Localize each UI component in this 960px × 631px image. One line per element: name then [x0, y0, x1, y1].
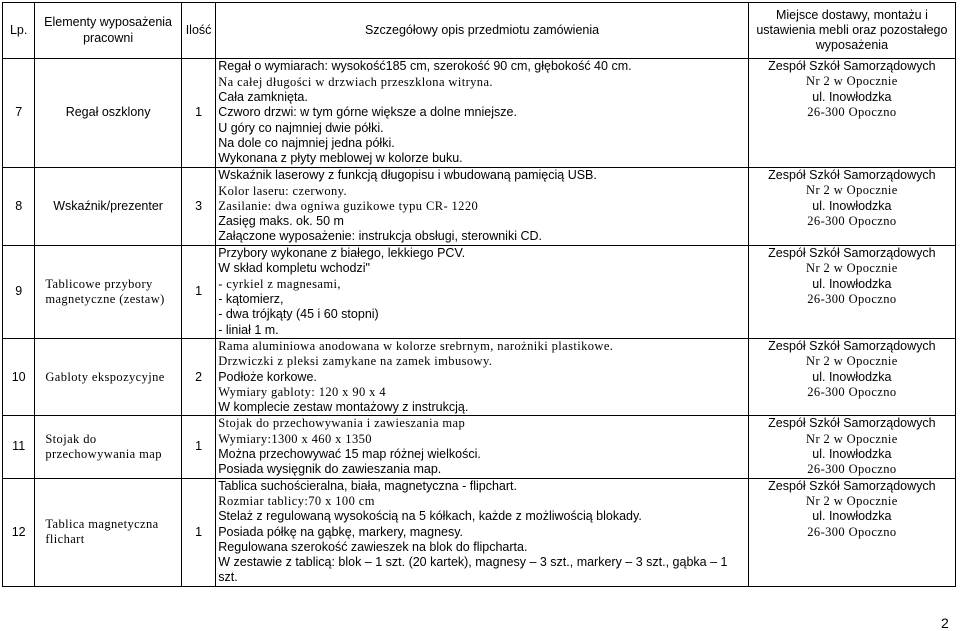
- description-line: Wymiary:1300 x 460 x 1350: [218, 431, 372, 446]
- header-lp: Lp.: [3, 3, 35, 59]
- description-line: W komplecie zestaw montażowy z instrukcją.: [218, 400, 469, 415]
- location-line: Zespół Szkół Samorządowych: [768, 339, 936, 353]
- description-line: Rozmiar tablicy:70 x 100 cm: [218, 493, 375, 508]
- row-quantity: 3: [181, 168, 215, 246]
- description-line: Podłoże korkowe.: [218, 369, 317, 384]
- location-line: Zespół Szkół Samorządowych: [768, 416, 936, 431]
- row-description: [216, 246, 749, 339]
- row-element: Wskaźnik/prezenter: [35, 168, 182, 246]
- page-number: 2: [941, 615, 949, 631]
- description-line: - kątomierz,: [218, 292, 284, 306]
- location-line: ul. Inowłodzka: [812, 447, 892, 462]
- row-lp: 8: [3, 168, 35, 246]
- location-line: Nr 2 w Opocznie: [806, 183, 898, 198]
- row-description: [216, 339, 749, 416]
- row-location: [748, 478, 955, 586]
- location-line: ul. Inowłodzka: [812, 198, 892, 213]
- location-line: ul. Inowłodzka: [812, 509, 892, 524]
- row-element: Tablicowe przybory magnetyczne (zestaw): [35, 246, 182, 339]
- description-line: Na dole co najmniej jedna półki.: [218, 135, 395, 150]
- description-line: - liniał 1 m.: [218, 322, 279, 337]
- location-line: Nr 2 w Opocznie: [806, 493, 898, 508]
- table-row: [3, 478, 956, 586]
- header-location: Miejsce dostawy, montażu i ustawienia mebli oraz pozostałego wyposażenia: [748, 3, 955, 59]
- location-line: Zespół Szkół Samorządowych: [768, 478, 936, 493]
- location-line: ul. Inowłodzka: [812, 369, 892, 384]
- row-lp: 7: [3, 59, 35, 168]
- row-element: Gabloty ekspozycyjne: [35, 339, 182, 416]
- header-description: Szczegółowy opis przedmiotu zamówienia: [216, 3, 749, 59]
- table-row: [3, 339, 956, 416]
- row-location: [748, 246, 955, 339]
- description-line: Zasięg maks. ok. 50 m: [218, 214, 344, 229]
- description-line: Stelaż z regulowaną wysokością na 5 kółkach, każde z możliwością blokady.: [218, 509, 642, 524]
- header-row: [3, 3, 956, 59]
- row-lp: 10: [3, 339, 35, 416]
- header-quantity: Ilość: [181, 3, 215, 59]
- location-line: ul. Inowłodzka: [812, 89, 892, 104]
- row-element: Stojak do przechowywania map: [35, 416, 182, 478]
- description-line: Można przechowywać 15 map różnej wielkości.: [218, 447, 481, 462]
- description-line: Kolor laseru: czerwony.: [218, 183, 348, 198]
- row-lp: 11: [3, 416, 35, 478]
- description-line: Wymiary gabloty: 120 x 90 x 4: [218, 384, 386, 399]
- description-line: Stojak do przechowywania i zawieszania map: [218, 416, 466, 431]
- description-line: Wykonana z płyty meblowej w kolorze buku.: [218, 151, 463, 166]
- location-line: 26-300 Opoczno: [807, 291, 897, 306]
- location-line: Zespół Szkół Samorządowych: [768, 168, 936, 182]
- description-line: Posiada półkę na gąbkę, markery, magnesy.: [218, 524, 464, 539]
- description-line: Przybory wykonane z białego, lekkiego PCV.: [218, 246, 466, 261]
- description-line: W zestawie z tablicą: blok – 1 szt. (20 kartek), magnesy – 3 szt., markery – 3 szt., gąbka – 1 szt.: [218, 555, 728, 585]
- row-quantity: 1: [181, 246, 215, 339]
- location-line: Zespół Szkół Samorządowych: [768, 59, 936, 73]
- description-line: Wskaźnik laserowy z funkcją długopisu i wbudowaną pamięcią USB.: [218, 168, 597, 183]
- row-description: [216, 168, 749, 246]
- table-row: [3, 416, 956, 478]
- order-table: [2, 2, 956, 587]
- table-row: [3, 59, 956, 168]
- row-lp: 9: [3, 246, 35, 339]
- row-element: Regał oszklony: [35, 59, 182, 168]
- row-element: Tablica magnetyczna flichart: [35, 478, 182, 586]
- row-quantity: 1: [181, 59, 215, 168]
- table-row: [3, 168, 956, 246]
- row-location: [748, 416, 955, 478]
- row-description: [216, 59, 749, 168]
- description-line: - dwa trójkąty (45 i 60 stopni): [218, 307, 379, 322]
- row-location: [748, 168, 955, 246]
- description-line: Drzwiczki z pleksi zamykane na zamek imbusowy.: [218, 354, 493, 369]
- description-line: Regulowana szerokość zawieszek na blok do flipcharta.: [218, 539, 528, 554]
- description-line: Tablica suchościeralna, biała, magnetyczna - flipchart.: [218, 478, 517, 493]
- row-description: [216, 478, 749, 586]
- row-lp: 12: [3, 478, 35, 586]
- location-line: 26-300 Opoczno: [807, 384, 897, 399]
- row-location: [748, 59, 955, 168]
- location-line: 26-300 Opoczno: [807, 104, 897, 119]
- location-line: ul. Inowłodzka: [812, 276, 892, 291]
- location-line: Zespół Szkół Samorządowych: [768, 246, 936, 260]
- description-line: Czworo drzwi: w tym górne większe a dolne mniejsze.: [218, 105, 517, 120]
- location-line: Nr 2 w Opocznie: [806, 431, 898, 446]
- location-line: Nr 2 w Opocznie: [806, 74, 898, 89]
- row-quantity: 2: [181, 339, 215, 416]
- description-line: Załączone wyposażenie: instrukcja obsługi, sterowniki CD.: [218, 229, 542, 244]
- description-line: Regał o wymiarach: wysokość185 cm, szerokość 90 cm, głębokość 40 cm.: [218, 59, 632, 74]
- location-line: Nr 2 w Opocznie: [806, 354, 898, 369]
- row-quantity: 1: [181, 416, 215, 478]
- row-description: [216, 416, 749, 478]
- description-line: Zasilanie: dwa ogniwa guzikowe typu CR- 1220: [218, 198, 479, 213]
- location-line: Nr 2 w Opocznie: [806, 261, 898, 276]
- description-line: Cała zamknięta.: [218, 90, 308, 105]
- description-line: - cyrkiel z magnesami,: [218, 276, 341, 291]
- location-line: 26-300 Opoczno: [807, 462, 897, 477]
- description-line: U góry co najmniej dwie półki.: [218, 120, 384, 135]
- table-row: [3, 246, 956, 339]
- location-line: 26-300 Opoczno: [807, 524, 897, 539]
- header-elements: Elementy wyposażenia pracowni: [35, 3, 182, 59]
- row-quantity: 1: [181, 478, 215, 586]
- description-line: Na całej długości w drzwiach przeszklona witryna.: [218, 74, 493, 89]
- description-line: Rama aluminiowa anodowana w kolorze srebrnym, narożniki plastikowe.: [218, 339, 614, 353]
- location-line: 26-300 Opoczno: [807, 213, 897, 228]
- row-location: [748, 339, 955, 416]
- description-line: Posiada wysięgnik do zawieszania map.: [218, 462, 442, 477]
- description-line: W skład kompletu wchodzi": [218, 261, 370, 276]
